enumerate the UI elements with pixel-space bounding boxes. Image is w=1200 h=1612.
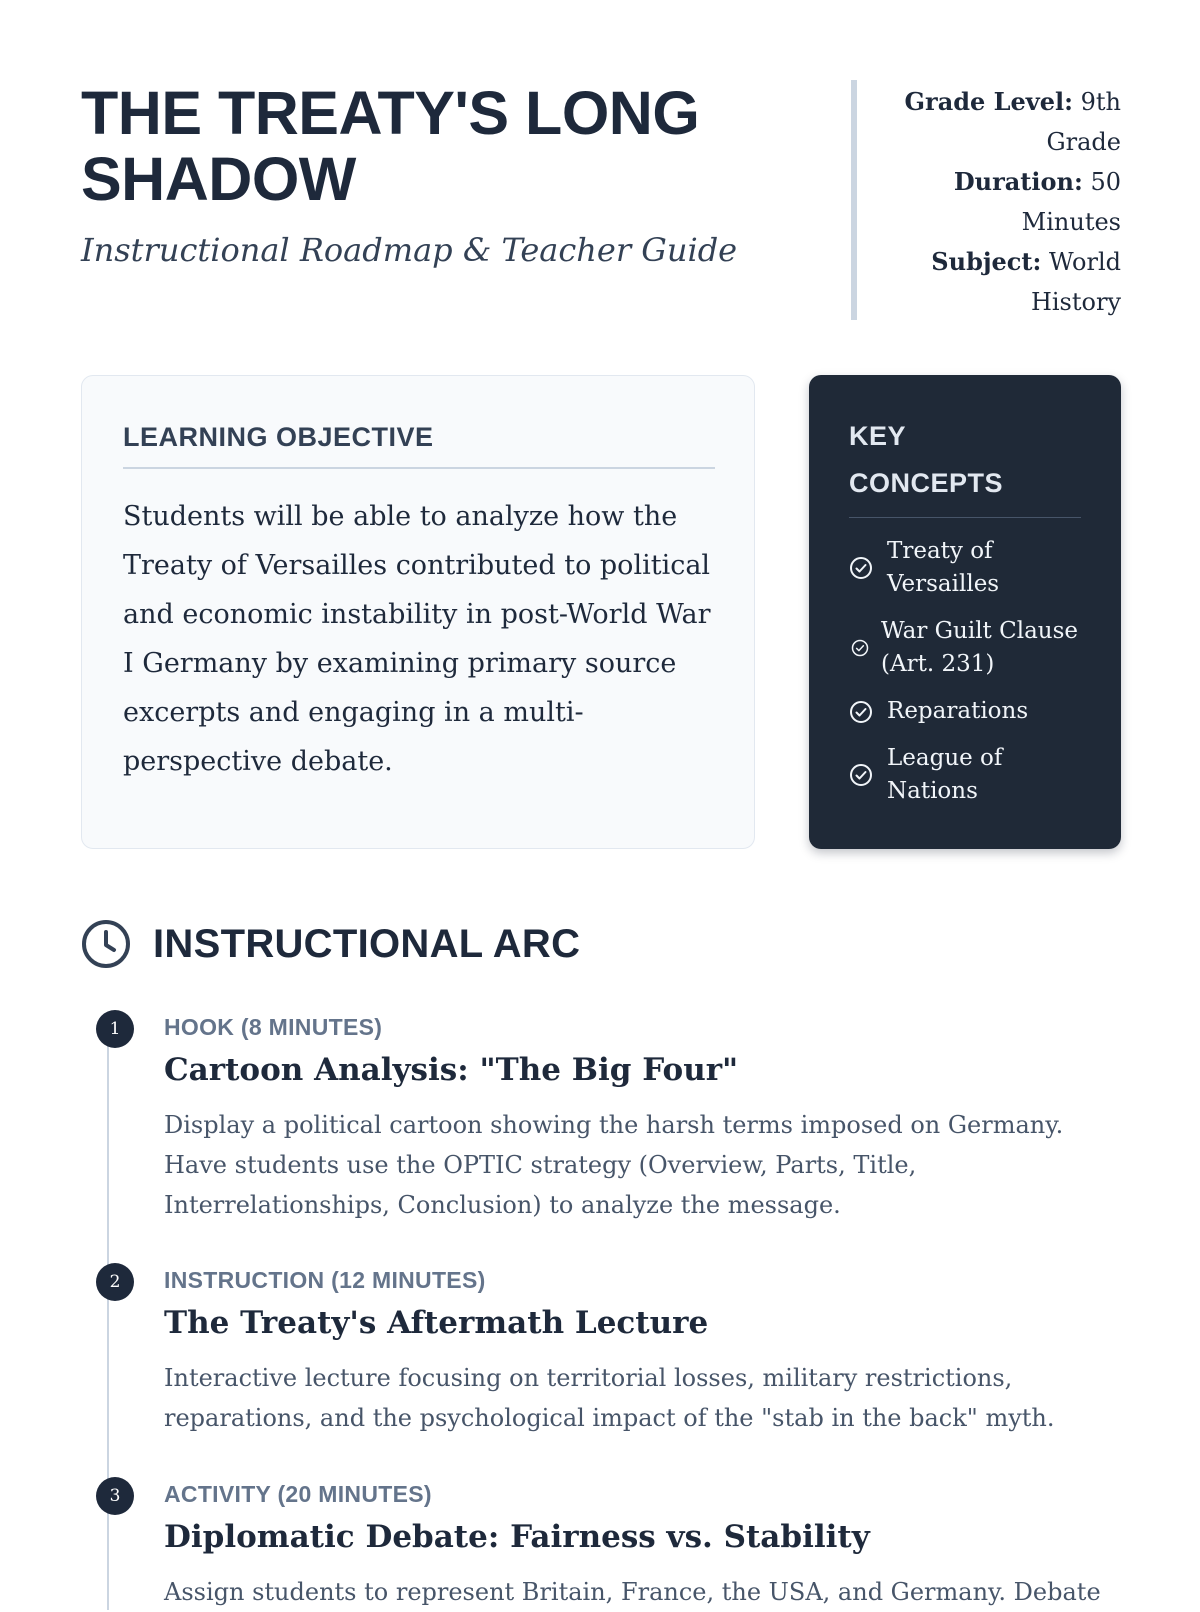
step-description: Display a political cartoon showing the harsh terms imposed on Germany. Have students use the OPTIC strategy (Overview, Parts, Title, Interrelationships, Conclusion) to analyze the message. — [164, 1111, 1064, 1219]
header — [81, 80, 1121, 320]
concept-label: War Guilt Clause (Art. 231) — [881, 618, 1079, 677]
meta-value: World History — [1030, 248, 1121, 316]
instructional-arc-heading — [81, 918, 580, 970]
meta-duration — [871, 162, 1121, 242]
step-label: INSTRUCTION (12 MINUTES) — [164, 1267, 486, 1293]
concept-label: League of Nations — [887, 745, 1003, 804]
meta-divider — [851, 80, 857, 320]
objective-heading: LEARNING OBJECTIVE — [123, 422, 715, 469]
key-concepts-card — [809, 375, 1121, 849]
meta-label: Grade Level: — [904, 87, 1073, 116]
concept-item — [849, 535, 1089, 601]
step-number: 2 — [96, 1263, 134, 1301]
check-circle-icon — [849, 763, 873, 787]
meta-label: Subject: — [931, 247, 1042, 276]
clock-icon — [81, 919, 131, 969]
objective-text: Students will be able to analyze how the Treaty of Versailles contributed to political and economic instability in post-World War I Germany by examining primary source excerpts and engaging in a multi-perspective debate. — [123, 501, 711, 777]
meta-value: 50 Minutes — [1021, 168, 1121, 236]
meta-subject — [871, 242, 1121, 322]
timeline-line — [107, 1030, 109, 1610]
step-number: 3 — [96, 1477, 134, 1515]
step-number: 1 — [96, 1010, 134, 1048]
step-description: Interactive lecture focusing on territorial losses, military restrictions, reparations, and the psychological impact of the "stab in the back" myth. — [164, 1364, 1055, 1432]
learning-objective-card — [81, 375, 755, 849]
arc-title: INSTRUCTIONAL ARC — [153, 921, 581, 966]
step-label: HOOK (8 MINUTES) — [164, 1014, 383, 1040]
page-subtitle: Instructional Roadmap & Teacher Guide — [81, 231, 738, 269]
meta-label: Duration: — [953, 167, 1083, 196]
step-label: ACTIVITY (20 MINUTES) — [164, 1481, 432, 1507]
check-circle-icon — [849, 700, 873, 724]
concept-label: Reparations — [887, 698, 1029, 724]
lesson-meta — [871, 82, 1121, 322]
concept-item — [849, 695, 1089, 728]
concept-item — [849, 615, 1089, 681]
concept-list — [849, 535, 1089, 822]
step-description: Assign students to represent Britain, France, the USA, and Germany. Debate — [164, 1578, 1101, 1606]
concept-label: Treaty of Versailles — [887, 538, 1000, 597]
concepts-heading: KEY CONCEPTS — [849, 413, 1081, 518]
step-title: Diplomatic Debate: Fairness vs. Stability — [164, 1519, 870, 1555]
check-circle-icon — [849, 556, 873, 580]
check-circle-icon — [851, 639, 869, 657]
step-title: The Treaty's Aftermath Lecture — [164, 1305, 709, 1341]
meta-value: 9th Grade — [1046, 88, 1121, 156]
step-title: Cartoon Analysis: "The Big Four" — [164, 1052, 739, 1088]
meta-grade-level — [871, 82, 1121, 162]
page-title: THE TREATY'S LONG SHADOW — [81, 79, 700, 213]
concept-item — [849, 742, 1089, 808]
